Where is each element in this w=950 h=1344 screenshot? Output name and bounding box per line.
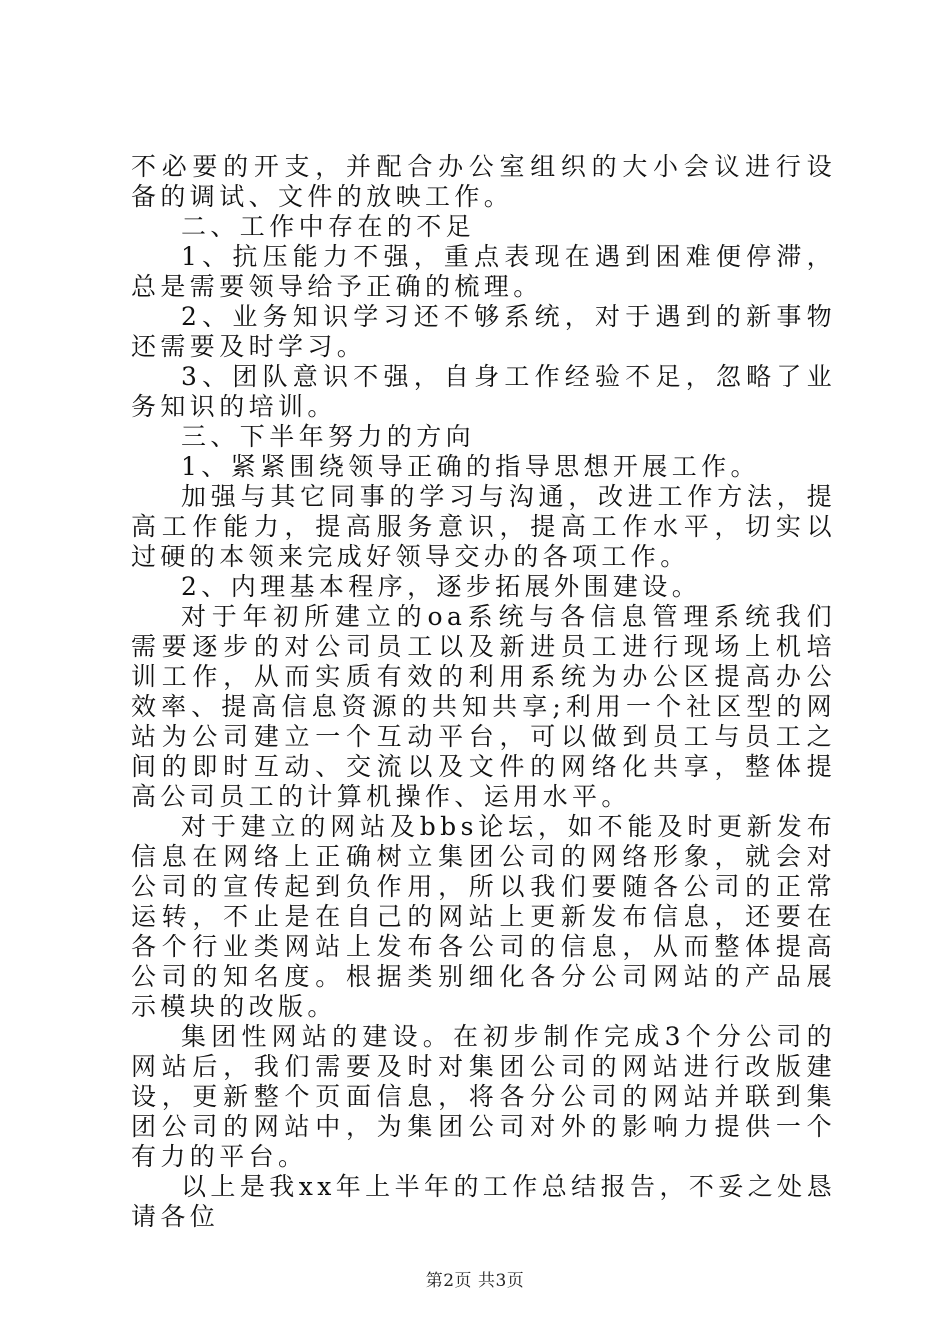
paragraph-5: 3、团队意识不强，自身工作经验不足，忽略了业务知识的培训。 — [131, 362, 836, 421]
paragraph-3: 1、抗压能力不强，重点表现在遇到困难便停滞，总是需要领导给予正确的梳理。 — [131, 242, 836, 301]
paragraph-4: 2、业务知识学习还不够系统，对于遇到的新事物还需要及时学习。 — [131, 302, 836, 361]
paragraph-1: 不必要的开支，并配合办公室组织的大小会议进行设备的调试、文件的放映工作。 — [131, 152, 836, 211]
paragraph-12: 集团性网站的建设。在初步制作完成3个分公司的网站后，我们需要及时对集团公司的网站进行改版建设，更新整个页面信息，将各分公司的网站并联到集团公司的网站中，为集团公司对外的影响力提供一个有力的平台。 — [131, 1022, 836, 1171]
section-heading-3: 三、下半年努力的方向 — [181, 422, 476, 451]
paragraph-10: 对于年初所建立的oa系统与各信息管理系统我们需要逐步的对公司员工以及新进员工进行现场上机培训工作，从而实质有效的利用系统为办公区提高办公效率、提高信息资源的共知共享;利用一个社区型的网站为公司建立一个互动平台，可以做到员工与员工之间的即时互动、交流以及文件的网络化共享，整体提高公司员工的计算机操作、运用水平。 — [131, 602, 836, 811]
paragraph-9: 2、内理基本程序，逐步拓展外围建设。 — [181, 572, 702, 601]
paragraph-11: 对于建立的网站及bbs论坛，如不能及时更新发布信息在网络上正确树立集团公司的网络形象，就会对公司的宣传起到负作用，所以我们要随各公司的正常运转，不止是在自己的网站上更新发布信息，还要在各个行业类网站上发布各公司的信息，从而整体提高公司的知名度。根据类别细化各分公司网站的产品展示模块的改版。 — [131, 812, 836, 1021]
page-footer: 第2页 共3页 — [425, 1271, 525, 1291]
document-body — [131, 152, 836, 1232]
paragraph-8: 加强与其它同事的学习与沟通，改进工作方法，提高工作能力，提高服务意识，提高工作水平，切实以过硬的本领来完成好领导交办的各项工作。 — [131, 482, 836, 571]
paragraph-13: 以上是我xx年上半年的工作总结报告，不妥之处恳请各位 — [131, 1172, 836, 1231]
section-heading-2: 二、工作中存在的不足 — [181, 212, 476, 241]
paragraph-7: 1、紧紧围绕领导正确的指导思想开展工作。 — [181, 452, 760, 481]
